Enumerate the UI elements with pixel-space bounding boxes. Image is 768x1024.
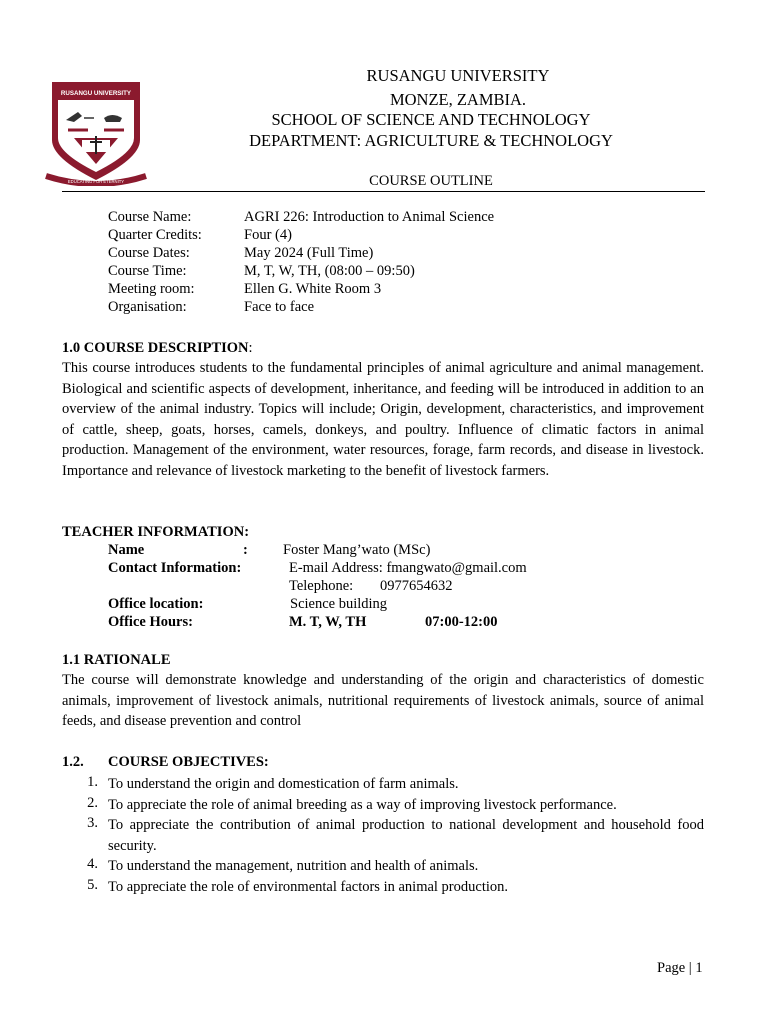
school-name: SCHOOL OF SCIENCE AND TECHNOLOGY (271, 110, 591, 129)
university-logo (44, 80, 148, 186)
organisation-label: Organisation: (108, 299, 187, 315)
time-value: M, T, W, TH, (08:00 – 09:50) (244, 263, 415, 279)
objective-item: To appreciate the contribution of animal production to national development and household food security. (108, 817, 704, 854)
objective-item: To appreciate the role of environmental factors in animal production. (108, 879, 509, 895)
office-hours-label: Office Hours: (108, 614, 193, 630)
objective-item: To appreciate the role of animal breeding as a way of improving livestock performance. (108, 797, 617, 813)
description-text: This course introduces students to the fundamental principles of animal agriculture and animal management. Biological and scientific aspects of development, inheritance, and feeding will be introduced in addition to an overview of the animal industry. Topics will include; Origin, development, characteristics, and improvement of cattle, sheep, goats, horses, camels, donkeys, and poultry. Influence of climatic factors in animal production. Management of the environment, water resources, forage, farm records, and disease in livestock. Importance and relevance of livestock marketing to the benefit of livestock farmers. (62, 360, 704, 479)
objective-number: 2. (87, 795, 98, 811)
objectives-heading: COURSE OBJECTIVES: (108, 754, 269, 770)
contact-label: Contact Information: (108, 560, 242, 576)
rationale-text: The course will demonstrate knowledge and understanding of the origin and characteristics of domestic animals, improvement of livestock animals, nutritional requirements of livestock animals, source of animal feeds, and disease prevention and control (62, 672, 704, 729)
objectives-number: 1.2. (62, 754, 84, 770)
time-label: Course Time: (108, 263, 187, 279)
university-location: MONZE, ZAMBIA. (389, 90, 527, 109)
description-heading-text: 1.0 COURSE DESCRIPTION (62, 340, 249, 356)
department-name: DEPARTMENT: AGRICULTURE & TECHNOLOGY (249, 131, 613, 150)
header-divider (62, 191, 705, 192)
course-name-label: Course Name: (108, 209, 192, 225)
teacher-name-label: Name (108, 542, 145, 558)
room-value: Ellen G. White Room 3 (244, 281, 382, 297)
objective-item: To understand the management, nutrition and health of animals. (108, 858, 479, 874)
page-number: Page | 1 (657, 960, 703, 976)
description-heading-colon: : (248, 340, 253, 356)
teacher-name-colon: : (243, 542, 248, 558)
objective-number: 1. (87, 774, 98, 790)
dates-label: Course Dates: (108, 245, 190, 261)
objective-item: To understand the origin and domestication of farm animals. (108, 776, 459, 792)
room-label: Meeting room: (108, 281, 195, 297)
dates-value: May 2024 (Full Time) (244, 245, 374, 261)
office-location-value: Science building (290, 596, 388, 612)
logo-top-text: RUSANGU UNIVERSITY (60, 90, 132, 97)
office-hours-days: M. T, W, TH (289, 614, 367, 630)
credits-label: Quarter Credits: (108, 227, 202, 243)
telephone-value: 0977654632 (380, 578, 453, 594)
objective-number: 3. (87, 815, 98, 831)
objective-number: 4. (87, 856, 98, 872)
objective-number: 5. (87, 877, 98, 893)
course-name-value: AGRI 226: Introduction to Animal Science (244, 209, 495, 225)
office-hours-time: 07:00-12:00 (425, 614, 498, 630)
office-location-label: Office location: (108, 596, 204, 612)
teacher-name-value: Foster Mang’wato (MSc) (283, 542, 431, 558)
teacher-email: E-mail Address: fmangwato@gmail.com (289, 560, 527, 576)
telephone-label: Telephone: (289, 578, 354, 594)
credits-value: Four (4) (244, 227, 292, 243)
organisation-value: Face to face (244, 299, 315, 315)
logo-motto: EDUCATING FOR ETERNITY (67, 179, 125, 184)
document-title: COURSE OUTLINE (369, 173, 493, 189)
teacher-heading: TEACHER INFORMATION: (62, 524, 250, 540)
rationale-heading: 1.1 RATIONALE (62, 652, 171, 668)
university-name: RUSANGU UNIVERSITY (366, 66, 550, 85)
description-heading (62, 340, 253, 357)
